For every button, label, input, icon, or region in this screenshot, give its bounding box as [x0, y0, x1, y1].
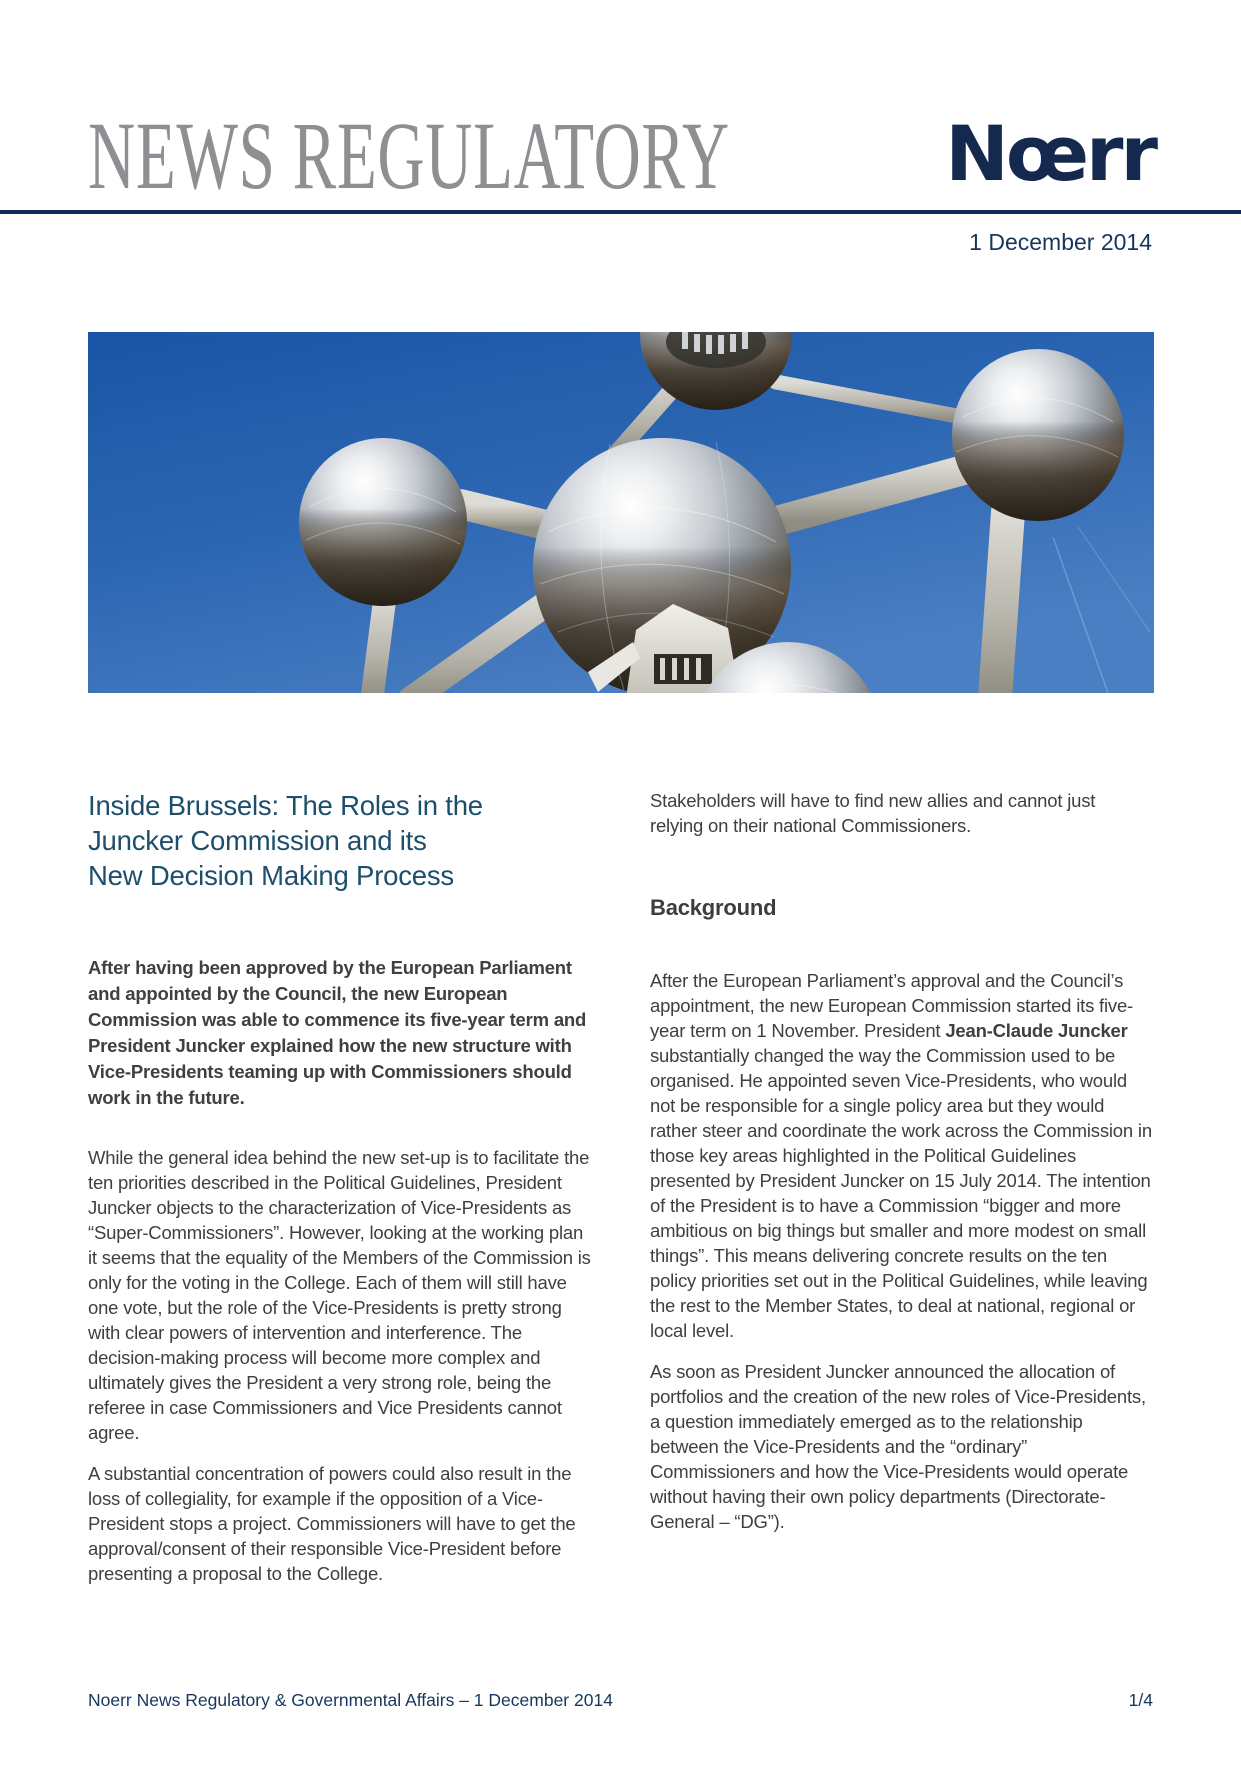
- header-rule: [0, 210, 1241, 214]
- noerr-logo: Nœrr: [945, 109, 1155, 198]
- bold-person-name: Jean-Claude Juncker: [945, 1020, 1128, 1041]
- footer-publication-info: Noerr News Regulatory & Governmental Affairs – 1 December 2014: [88, 1690, 613, 1710]
- followup-paragraph: As soon as President Juncker announced the allocation of portfolios and the creation of the new roles of Vice-Presidents, a question immediately emerged as to the relationship between the Vice-Presidents and the “ordinary” Commissioners and how the Vice-Presidents would operate without having their own policy departments (Directorate-General – “DG”).: [650, 1361, 1146, 1532]
- lead-paragraph: After having been approved by the European Parliament and appointed by the Council, the new European Commission was able to commence its five-year term and President Juncker explained how the new structure with Vice-Presidents teaming up with Commissioners should work in the future.: [88, 957, 587, 1108]
- paragraph-text: After the European Parliament’s approval and the Council’s appointment, the new European Commission started its five-year term on 1 November. President: [650, 970, 1134, 1041]
- title-line: Juncker Commission and its: [88, 825, 427, 856]
- issue-date: 1 December 2014: [969, 229, 1152, 255]
- right-intro-paragraph: Stakeholders will have to find new allies and cannot just relying on their national Commissioners.: [650, 790, 1096, 836]
- article-title: [88, 788, 593, 893]
- masthead-title: NEWS REGULATORY: [88, 102, 730, 209]
- title-line: New Decision Making Process: [88, 860, 454, 891]
- page-footer: [88, 1690, 1153, 1711]
- atomium-photo: [88, 332, 1154, 693]
- article-left-column: [88, 788, 593, 1586]
- page-number: 1/4: [1128, 1690, 1153, 1710]
- paragraph-text: substantially changed the way the Commission used to be organised. He appointed seven Vice-Presidents, who would not be responsible for a single policy area but they would rather steer and coordinate the work across the Commission in those key areas highlighted in the Political Guidelines presented by President Juncker on 15 July 2014. The intention of the President is to have a Commission “bigger and more ambitious on big things but smaller and more modest on small things”. This means delivering concrete results on the ten policy priorities set out in the Political Guidelines, while leaving the rest to the Member States, to deal at national, regional or local level.: [650, 1045, 1152, 1341]
- title-line: Inside Brussels: The Roles in the: [88, 790, 483, 821]
- background-paragraph: [650, 968, 1153, 1343]
- body-paragraph: A substantial concentration of powers could also result in the loss of collegiality, for example if the opposition of a Vice-President stops a project. Commissioners will have to get the approval/consent of their responsible Vice-President before presenting a proposal to the College.: [88, 1463, 576, 1584]
- background-heading: Background: [650, 895, 777, 920]
- body-paragraph: While the general idea behind the new set-up is to facilitate the ten priorities described in the Political Guidelines, President Juncker objects to the characterization of Vice-Presidents as “Super-Commissioners”. However, looking at the working plan it seems that the equality of the Members of the Commission is only for the voting in the College. Each of them will still have one vote, but the role of the Vice-Presidents is pretty strong with clear powers of intervention and interference. The decision-making process will become more complex and ultimately gives the President a very strong role, being the referee in case Commissioners and Vice Presidents cannot agree.: [88, 1147, 591, 1443]
- article-right-column: [650, 788, 1153, 1534]
